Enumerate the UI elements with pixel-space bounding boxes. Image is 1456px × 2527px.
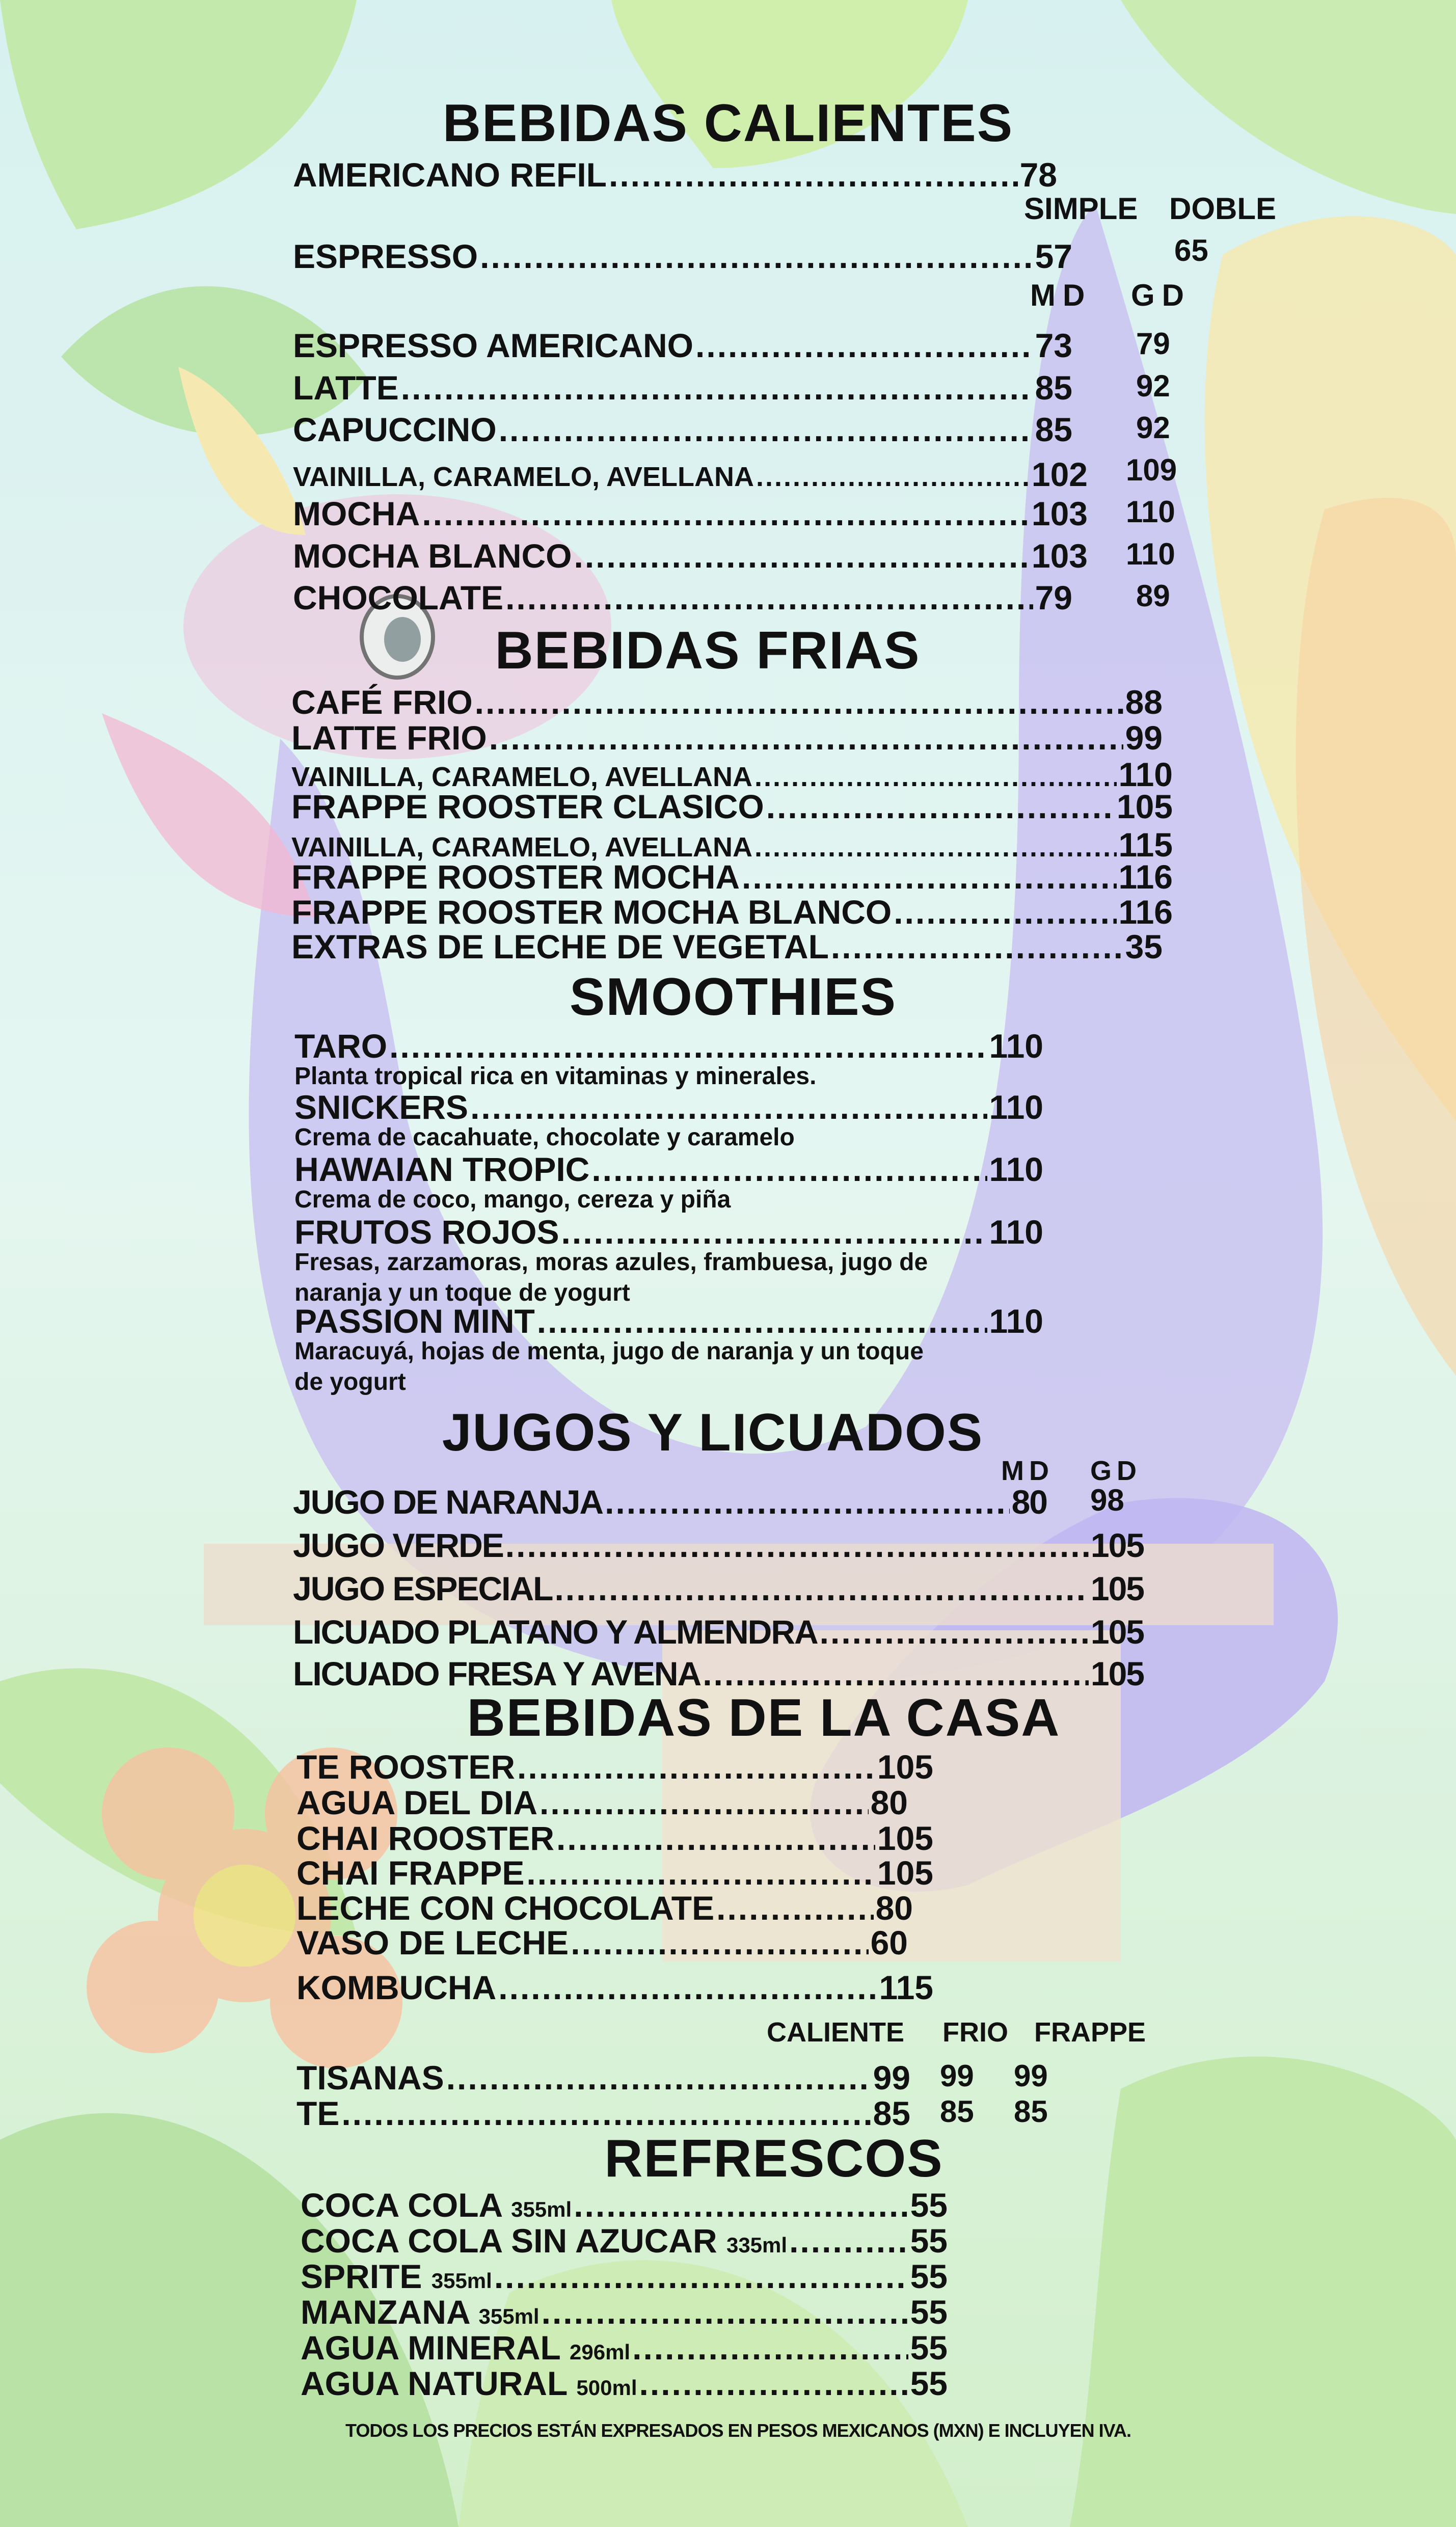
price-gd: 109 [1126, 453, 1177, 487]
menu-row: VAINILLA, CARAMELO, AVELLANA ..... 115 [291, 828, 1173, 862]
item-name: COCA COLA SIN AZUCAR [301, 2222, 717, 2260]
price-frappe: 85 [1014, 2094, 1048, 2129]
header-gd: GD [1090, 1456, 1142, 1486]
menu-row: CHAI FRAPPE ..... 105 [296, 1856, 933, 1890]
price-frappe: 99 [1014, 2059, 1048, 2093]
menu-row: ESPRESSO ..... 57 [293, 239, 1072, 273]
item-volume: 335ml [726, 2233, 788, 2257]
menu-row: LATTE ..... 85 [293, 371, 1072, 405]
price-gd: 92 [1136, 369, 1170, 403]
menu-row: AGUA DEL DIA ..... 80 [296, 1786, 908, 1819]
menu-row: COCA COLA 355ml ..... 55 [301, 2188, 948, 2222]
section-title-smoothies: SMOOTHIES [569, 967, 897, 1027]
item-description: Planta tropical rica en vitaminas y minerales. [294, 1063, 817, 1090]
menu-row: EXTRAS DE LECHE DE VEGETAL ..... 35 [291, 930, 1163, 963]
menu-row: VAINILLA, CARAMELO, AVELLANA ..... 102 [293, 458, 1088, 491]
menu-row: FRAPPE ROOSTER MOCHA ..... 116 [291, 860, 1173, 894]
item-name: AGUA MINERAL [301, 2329, 560, 2367]
menu-row: MOCHA ..... 103 [293, 497, 1088, 530]
menu-row: FRAPPE ROOSTER CLASICO ..... 105 [291, 790, 1173, 823]
item-description: Fresas, zarzamoras, moras azules, frambuesa, jugo de naranja y un toque de yogurt [294, 1249, 928, 1306]
price-doble: 65 [1174, 233, 1208, 267]
price-gd: 92 [1136, 411, 1170, 445]
price-gd: 89 [1136, 579, 1170, 613]
menu-row: LICUADO FRESA Y AVENA ..... 105 [293, 1657, 1144, 1690]
header-caliente: CALIENTE [767, 2017, 904, 2048]
menu-row: TARO ..... 110 [294, 1029, 1043, 1063]
section-title-refrescos: REFRESCOS [604, 2129, 943, 2188]
menu-row: SNICKERS ..... 110 [294, 1090, 1043, 1124]
menu-row: CAFÉ FRIO ..... 88 [291, 685, 1163, 719]
price-gd: 110 [1126, 495, 1175, 529]
header-simple: SIMPLE [1024, 192, 1138, 226]
menu-row: HAWAIAN TROPIC ..... 110 [294, 1152, 1043, 1186]
header-frappe: FRAPPE [1034, 2017, 1146, 2048]
item-name: MANZANA [301, 2293, 470, 2331]
menu-row: KOMBUCHA ..... 115 [296, 1971, 933, 2004]
menu-row: FRUTOS ROJOS ..... 110 [294, 1215, 1043, 1249]
item-volume: 355ml [431, 2269, 492, 2293]
menu-row: AMERICANO REFIL ..... 78 [293, 158, 1057, 192]
menu-row: MANZANA 355ml ..... 55 [301, 2295, 948, 2329]
menu-row: CHAI ROOSTER ..... 105 [296, 1821, 933, 1855]
header-doble: DOBLE [1169, 192, 1276, 226]
menu-row: LATTE FRIO ..... 99 [291, 721, 1163, 755]
item-name: SPRITE [301, 2257, 422, 2295]
header-md: MD [1030, 278, 1092, 312]
menu-row: LICUADO PLATANO Y ALMENDRA ..... 105 [293, 1615, 1144, 1649]
item-name: COCA COLA [301, 2186, 502, 2224]
item-volume: 355ml [478, 2304, 540, 2328]
item-description: Crema de cacahuate, chocolate y caramelo [294, 1124, 795, 1151]
menu-row: VAINILLA, CARAMELO, AVELLANA ..... 110 [291, 758, 1173, 791]
header-frio: FRIO [942, 2017, 1008, 2048]
price-frio: 85 [940, 2094, 974, 2129]
footer-note: TODOS LOS PRECIOS ESTÁN EXPRESADOS EN PESOS MEXICANOS (MXN) E INCLUYEN IVA. [345, 2420, 1131, 2441]
menu-row: MOCHA BLANCO ..... 103 [293, 539, 1088, 573]
price-gd: 79 [1136, 327, 1170, 361]
price-gd: 98 [1090, 1483, 1124, 1517]
menu-row: AGUA NATURAL 500ml ..... 55 [301, 2367, 948, 2400]
menu-row: TE ROOSTER ..... 105 [296, 1750, 933, 1784]
menu-row: CAPUCCINO ..... 85 [293, 413, 1072, 446]
section-title-calientes: BEBIDAS CALIENTES [442, 94, 1014, 153]
section-title-frias: BEBIDAS FRIAS [495, 621, 921, 680]
price-gd: 110 [1126, 537, 1175, 571]
item-volume: 355ml [511, 2197, 572, 2221]
menu-row: PASSION MINT ..... 110 [294, 1304, 1043, 1338]
menu-row: JUGO DE NARANJA ..... 80 [293, 1485, 1047, 1519]
menu-row: TE ..... 85 [296, 2096, 910, 2130]
price-frio: 99 [940, 2059, 974, 2093]
header-gd: GD [1131, 278, 1191, 312]
item-description: Maracuyá, hojas de menta, jugo de naranja y un toque de yogurt [294, 1338, 924, 1395]
menu-row: COCA COLA SIN AZUCAR 335ml ..... 55 [301, 2224, 948, 2257]
section-title-casa: BEBIDAS DE LA CASA [467, 1688, 1061, 1748]
header-md: MD [1001, 1456, 1054, 1486]
item-volume: 296ml [570, 2340, 631, 2364]
menu-row: JUGO ESPECIAL ..... 105 [293, 1572, 1144, 1605]
menu-row: TISANAS ..... 99 [296, 2061, 910, 2094]
item-name: AGUA NATURAL [301, 2364, 568, 2402]
menu-row: JUGO VERDE ..... 105 [293, 1528, 1144, 1562]
menu-row: ESPRESSO AMERICANO ..... 73 [293, 329, 1072, 362]
menu-row: CHOCOLATE ..... 79 [293, 581, 1072, 614]
item-volume: 500ml [576, 2376, 637, 2400]
menu-row: LECHE CON CHOCOLATE ..... 80 [296, 1891, 913, 1925]
section-title-jugos: JUGOS Y LICUADOS [442, 1403, 984, 1462]
menu-row: SPRITE 355ml ..... 55 [301, 2260, 948, 2293]
menu-row: AGUA MINERAL 296ml ..... 55 [301, 2331, 948, 2364]
menu-row: VASO DE LECHE ..... 60 [296, 1926, 908, 1959]
menu-row: FRAPPE ROOSTER MOCHA BLANCO ..... 116 [291, 895, 1173, 929]
item-description: Crema de coco, mango, cereza y piña [294, 1186, 731, 1213]
